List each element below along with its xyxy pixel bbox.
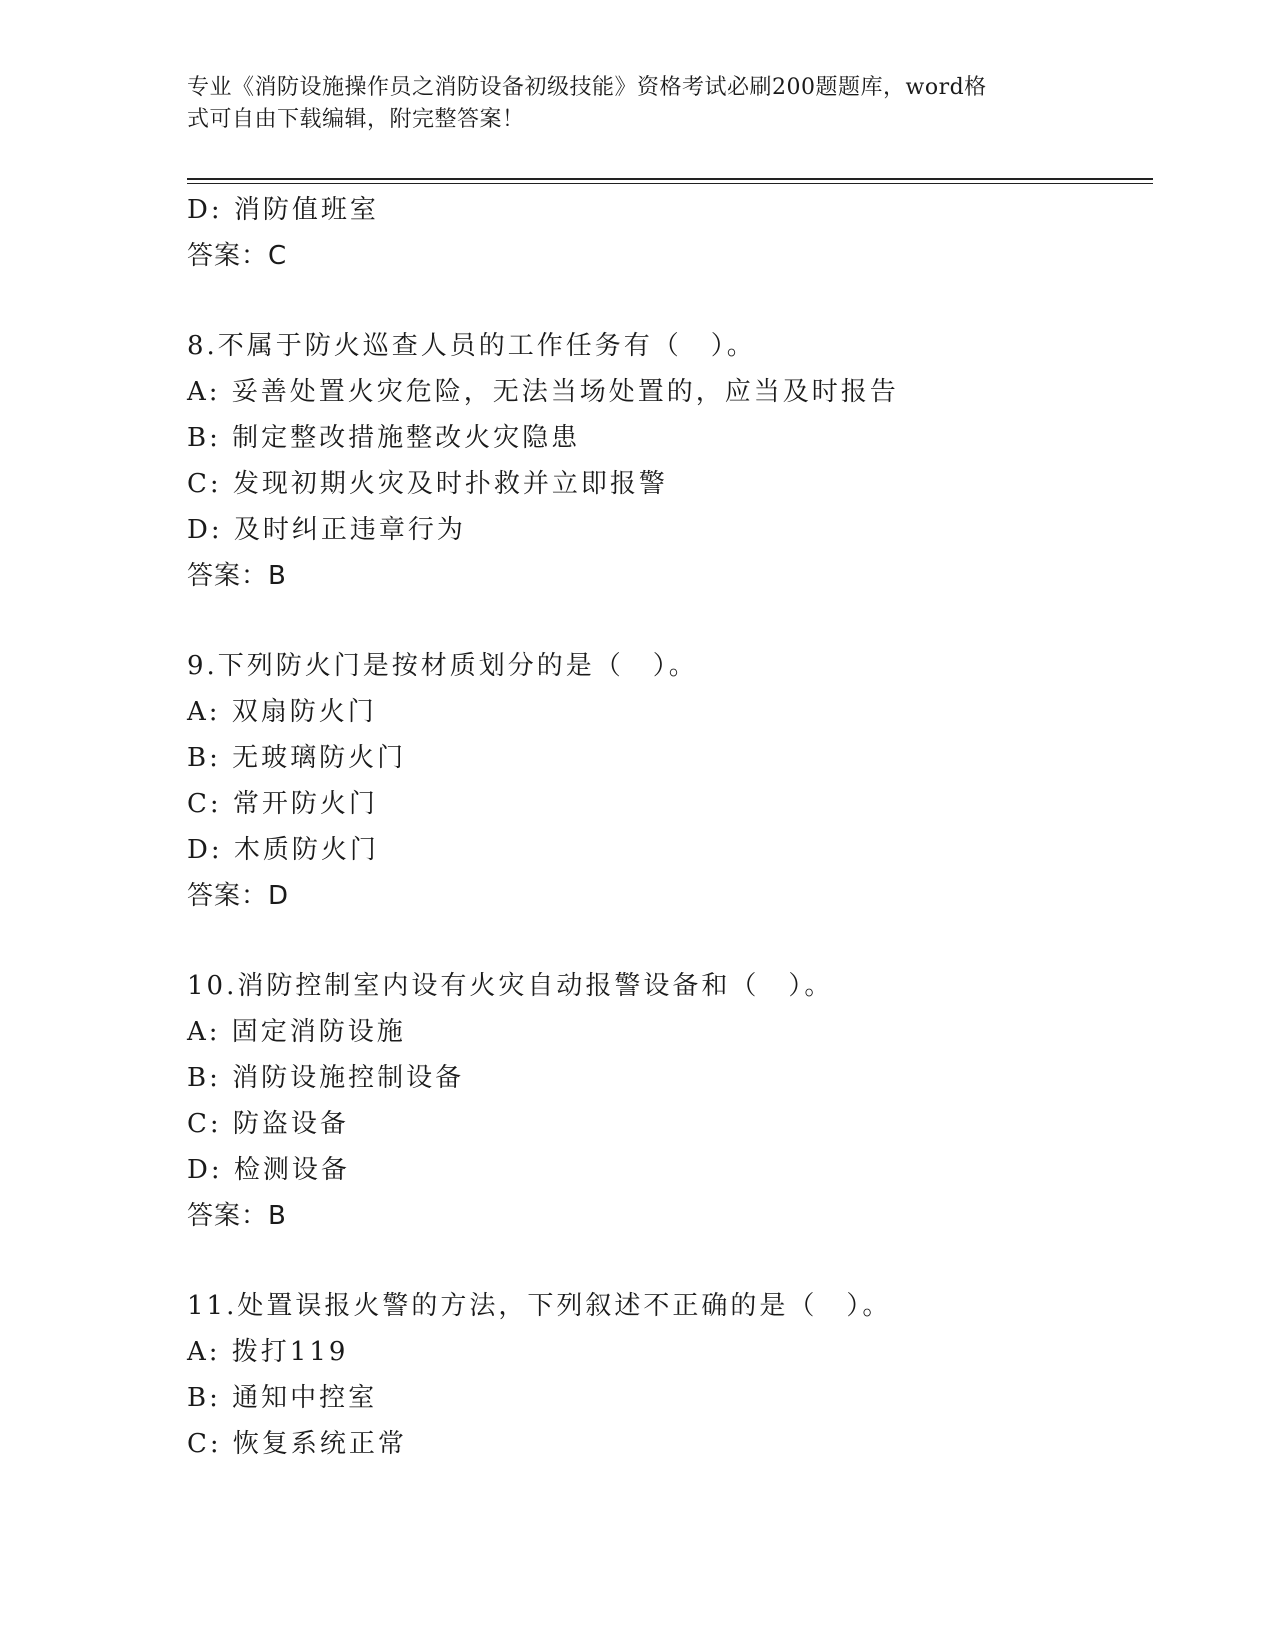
header-line-1: 专业《消防设施操作员之消防设备初级技能》资格考试必刷200题题库，word格: [187, 75, 987, 100]
option-a: A: 妥善处置火灾危险，无法当场处置的，应当及时报告: [187, 377, 899, 407]
question-stem: 11.处置误报火警的方法，下列叙述不正确的是（ ）。: [187, 1291, 892, 1321]
option-a: A: 拨打119: [187, 1337, 349, 1367]
option-b: B: 无玻璃防火门: [187, 743, 407, 773]
document-header: [187, 72, 1067, 136]
option-c: C: 常开防火门: [187, 789, 378, 819]
header-divider-thick: [187, 178, 1153, 180]
question-10: [187, 963, 1153, 1239]
answer: 答案：B: [187, 1201, 287, 1231]
question-stem: 8.不属于防火巡查人员的工作任务有（ ）。: [187, 331, 756, 361]
option-b: B: 通知中控室: [187, 1383, 378, 1413]
option-a: A: 双扇防火门: [187, 697, 377, 727]
option-c: C: 发现初期火灾及时扑救并立即报警: [187, 469, 668, 499]
prev-answer: 答案：C: [187, 241, 288, 271]
option-b: B: 制定整改措施整改火灾隐患: [187, 423, 581, 453]
question-list: [187, 187, 1153, 1467]
option-b: B: 消防设施控制设备: [187, 1063, 465, 1093]
option-c: C: 防盗设备: [187, 1109, 349, 1139]
question-9: [187, 643, 1153, 919]
spacer: [187, 919, 1153, 963]
option-c: C: 恢复系统正常: [187, 1429, 407, 1459]
answer: 答案：B: [187, 561, 287, 591]
spacer: [187, 1239, 1153, 1283]
spacer: [187, 279, 1153, 323]
option-d: D: 及时纠正违章行为: [187, 515, 466, 545]
header-line-2: 式可自由下载编辑，附完整答案！: [187, 107, 525, 132]
option-d: D: 检测设备: [187, 1155, 350, 1185]
answer: 答案：D: [187, 881, 290, 911]
header-divider-thin: [187, 183, 1153, 184]
question-11: [187, 1283, 1153, 1467]
option-a: A: 固定消防设施: [187, 1017, 406, 1047]
option-d: D: 木质防火门: [187, 835, 379, 865]
question-stem: 9.下列防火门是按材质划分的是（ ）。: [187, 651, 698, 681]
question-stem: 10.消防控制室内设有火灾自动报警设备和（ ）。: [187, 971, 834, 1001]
question-8: [187, 323, 1153, 599]
spacer: [187, 599, 1153, 643]
prev-option-d: D: 消防值班室: [187, 195, 379, 225]
